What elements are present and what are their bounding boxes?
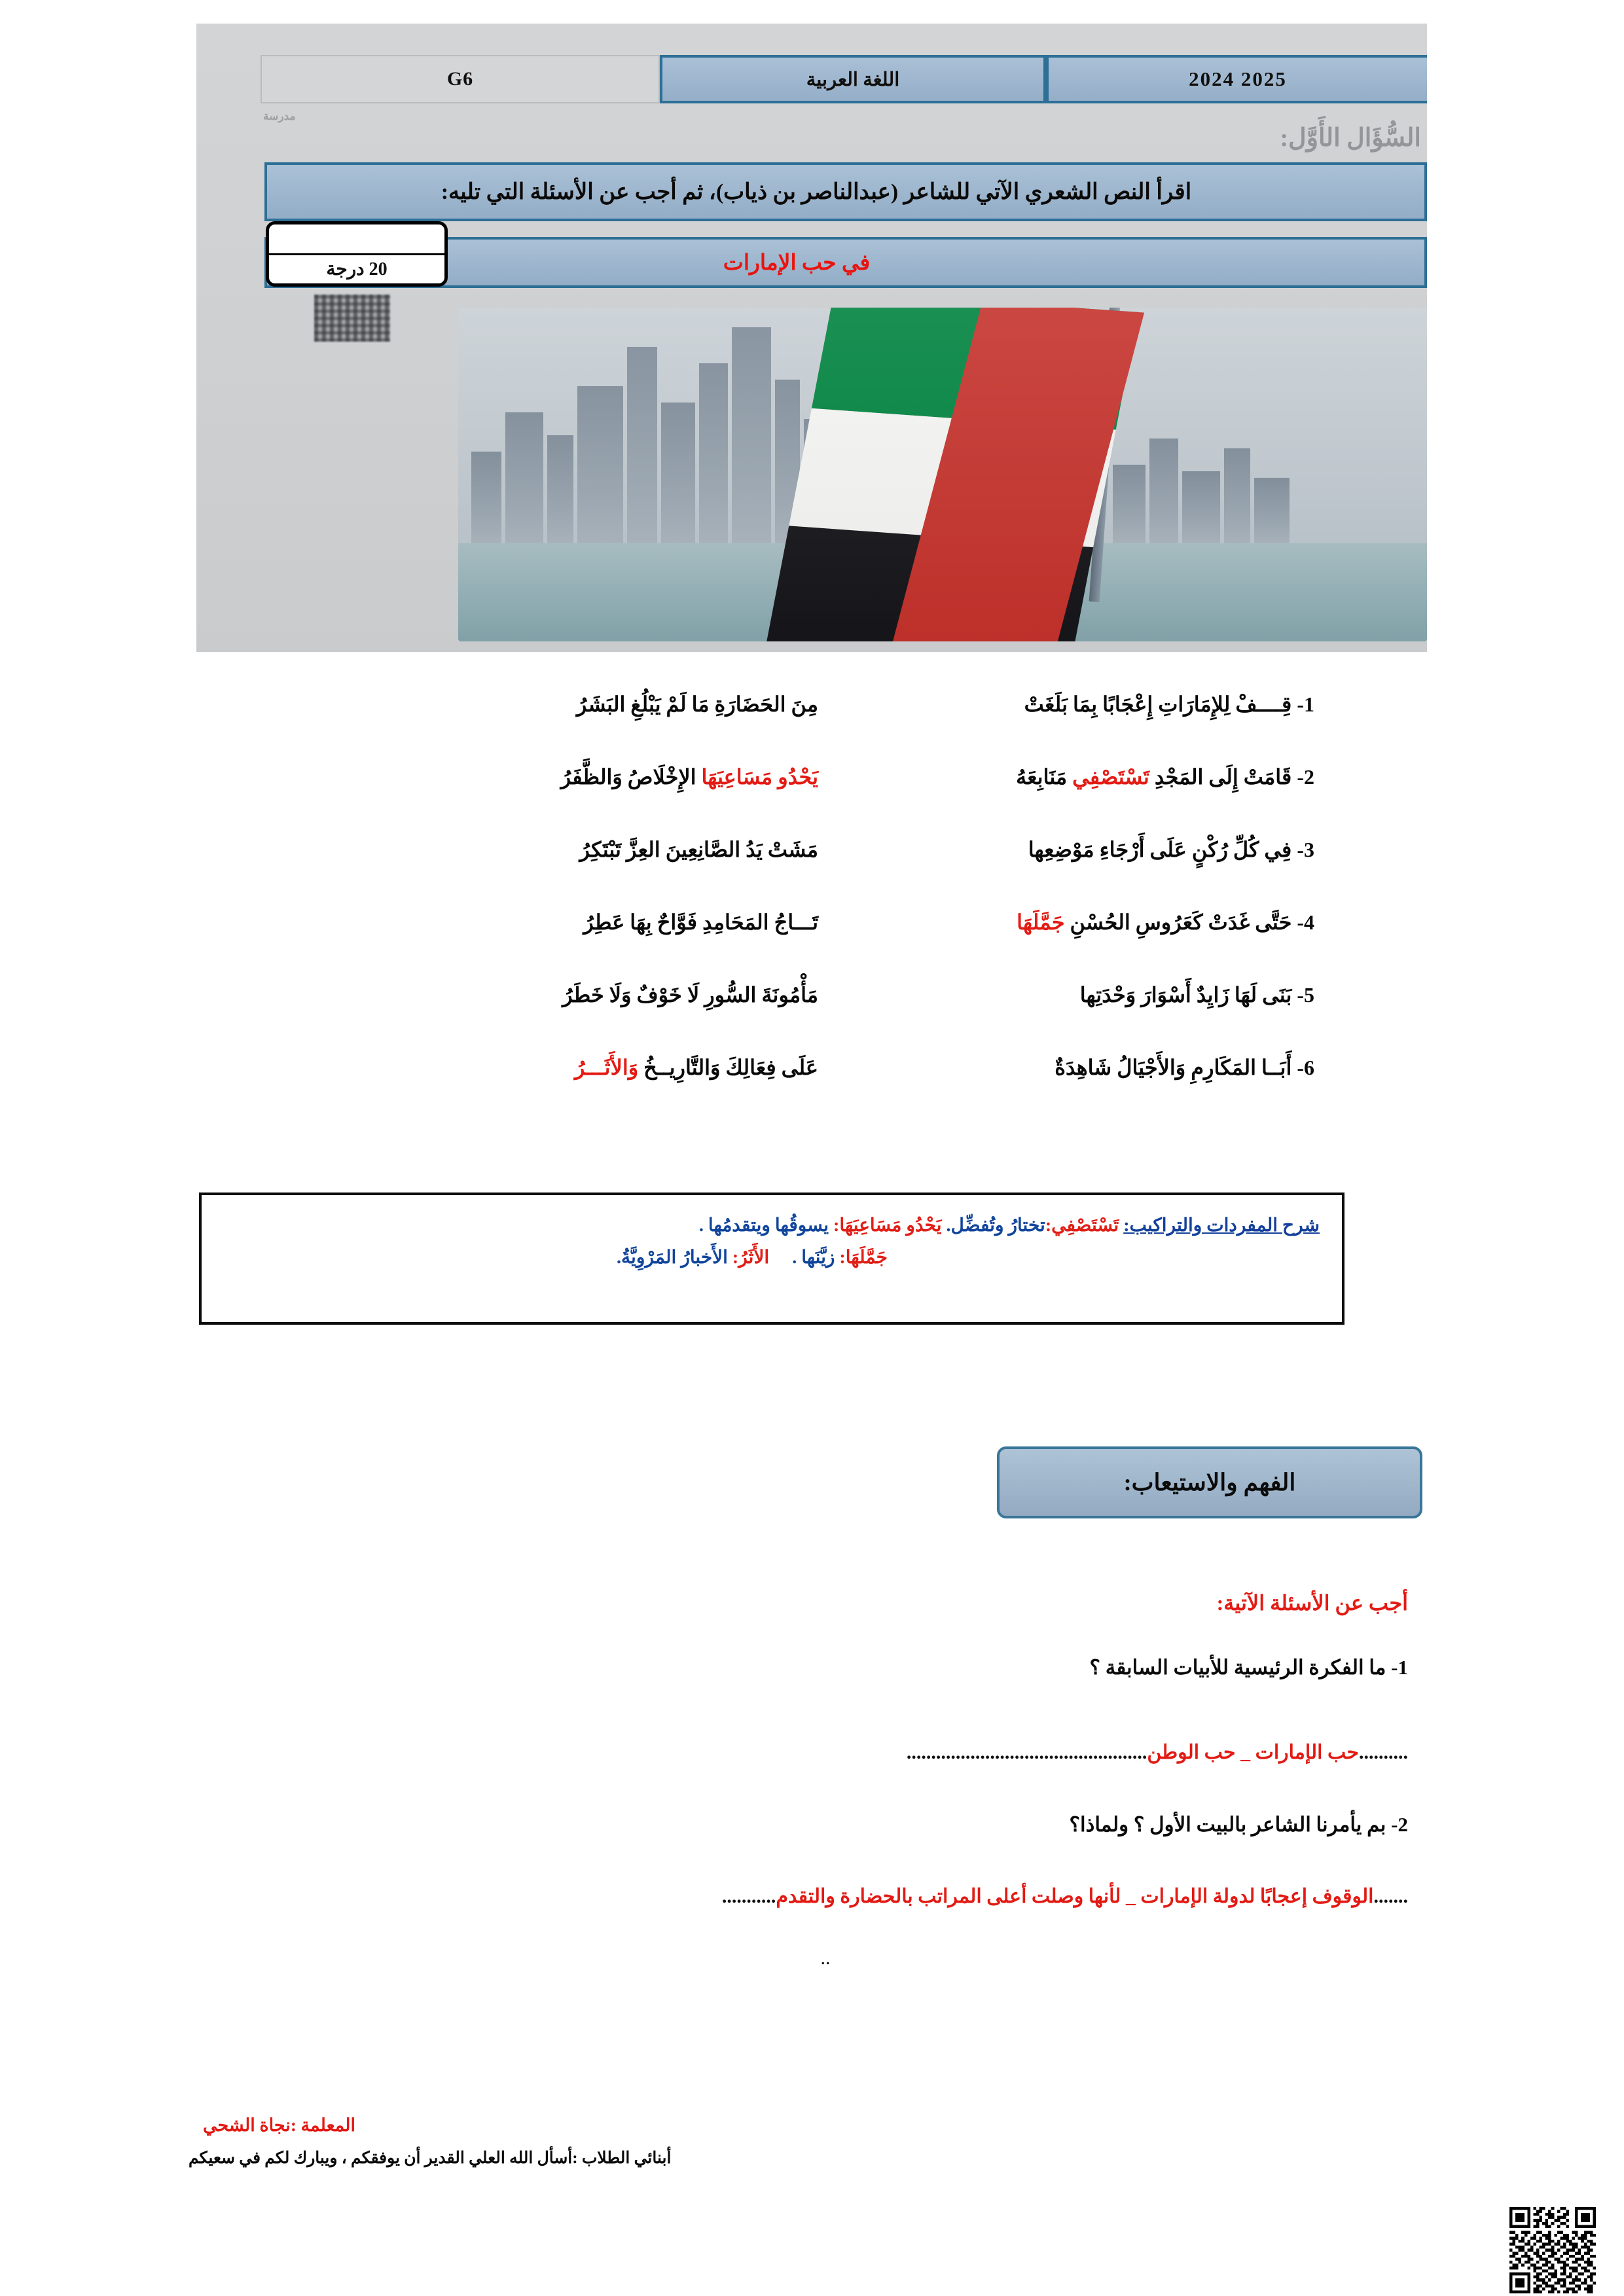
photo-building: [471, 452, 501, 543]
photo-building: [699, 363, 728, 543]
verse-text: الإِخْلَاصُ وَالظَّفَرُ: [560, 764, 702, 789]
photo-building: [1182, 471, 1220, 543]
verse-hemistich-right: [823, 692, 1329, 717]
verse-number: 5-: [1297, 982, 1314, 1007]
poem-verse: [327, 813, 1329, 886]
question-1: [243, 1656, 1408, 1679]
answer-2-continuation: ..: [820, 1947, 831, 1969]
answer-questions-prompt: أجب عن الأسئلة الآتية:: [1216, 1591, 1408, 1615]
verse-hemistich-left: مَشَتْ يَدُ الصَّانِعِينَ العِزَّ تَبْتَكِرُ: [579, 837, 818, 861]
vocabulary-heading: شرح المفردات والتراكيب:: [1123, 1215, 1320, 1236]
verse-hemistich-right: [823, 1055, 1329, 1080]
vocabulary-term: الأَثَرُ:: [732, 1247, 770, 1268]
school-tag: مدرسة: [263, 110, 296, 122]
verse-highlight: جَمَّلَهَا: [1017, 910, 1065, 934]
verse-hemistich-right: [823, 982, 1329, 1007]
verse-number: 3-: [1297, 837, 1314, 861]
answer-leading-dots: ..........: [1359, 1742, 1408, 1763]
poem-verse: [327, 740, 1329, 813]
verse-text: بَنَى لَهَا زَايِدٌ أَسْوَارَ وَحْدَتِها: [1079, 982, 1292, 1007]
mark-box: [266, 221, 448, 287]
answer-text: حب الإمارات _ حب الوطن: [1147, 1742, 1359, 1763]
header-cell-year: 2025 2024: [1046, 55, 1427, 103]
mark-box-value: 20 درجة: [326, 259, 388, 280]
verse-highlight: وَالأَثَـــرُ: [574, 1055, 639, 1079]
poem-verse: [327, 886, 1329, 958]
photo-building: [547, 435, 573, 543]
vocabulary-definition: زيَّنَها .: [792, 1247, 835, 1268]
verse-text: حَتَّى غَدَتْ كَعَرُوسِ الحُسْنِ: [1064, 910, 1292, 934]
verse-text: قِــــفْ لِلإِمَارَاتِ إِعْجَابًا بِمَا بَلَغَتْ: [1024, 692, 1292, 716]
verse-text: فِي كُلِّ رُكْنٍ عَلَى أَرْجَاءِ مَوْضِعِها: [1028, 837, 1292, 861]
answer-trailing-dots: .................................................: [906, 1742, 1147, 1763]
answer-leading-dots: .......: [1373, 1886, 1408, 1907]
verse-number: 2-: [1297, 764, 1314, 789]
verse-number: 6-: [1297, 1055, 1314, 1079]
verse-hemistich-left: [327, 764, 823, 789]
uae-flag-photo: [458, 308, 1427, 641]
photo-building: [505, 412, 543, 543]
vocabulary-definition: يسوقُها ويتقدمُها .: [698, 1215, 829, 1236]
verse-hemistich-left: تَـــاجُ المَحَامِدِ فَوَّاحٌ بِهَا عَطِرُ: [583, 910, 818, 934]
answer-text: الوقوف إعجابًا لدولة الإمارات _ لأنها وصلت أعلى المراتب بالحضارة والتقدم: [776, 1886, 1374, 1907]
photo-building: [732, 327, 771, 543]
verse-hemistich-left: [327, 1055, 823, 1080]
verse-text: مَنَابِعَهُ: [1016, 764, 1073, 789]
question-2: [243, 1813, 1408, 1837]
instruction-banner: اقرأ النص الشعري الآتي للشاعر (عبدالناصر بن ذياب)، ثم أجب عن الأسئلة التي تليه:: [264, 162, 1427, 221]
verse-hemistich-left: مِنَ الحَضَارَةِ مَا لَمْ يَبْلُغِ البَشَرُ: [576, 692, 818, 716]
qr-code-icon-footer: [1509, 2207, 1596, 2293]
photo-building: [627, 347, 657, 543]
vocabulary-definition: الأَخبارُ المَرْوِيَّةُ.: [617, 1247, 728, 1268]
comprehension-section-header: الفهم والاستيعاب:: [997, 1446, 1422, 1518]
question-number: 2-: [1391, 1813, 1408, 1836]
photo-building: [577, 386, 623, 543]
photo-building: [1149, 439, 1178, 543]
header-cell-grade: G6: [261, 55, 660, 103]
verse-highlight: تَسْتَصْفِي: [1072, 764, 1149, 789]
question-number: 1-: [1391, 1656, 1408, 1679]
verse-hemistich-right: [823, 764, 1329, 789]
qr-code-icon-header: [314, 295, 390, 342]
verse-text: قَامَتْ إِلَى المَجْدِ: [1149, 764, 1292, 789]
verse-hemistich-right: [823, 837, 1329, 862]
vocabulary-box: [199, 1193, 1344, 1325]
vocabulary-term: يَحْدُو مَسَاعِيَهَا:: [833, 1215, 942, 1236]
verse-number: 4-: [1297, 910, 1314, 934]
uae-flag-icon: [767, 308, 1139, 641]
photo-building: [1224, 448, 1250, 543]
question-text: ما الفكرة الرئيسية للأبيات السابقة ؟: [1089, 1656, 1386, 1679]
footer-teacher-name: المعلمة :نجاة الشحي: [203, 2115, 355, 2135]
photo-building: [1254, 478, 1290, 543]
poem-verse: [327, 1031, 1329, 1103]
mark-box-empty-half: [269, 224, 444, 255]
poem-body: [327, 668, 1329, 1103]
verse-hemistich-left: مَأْمُونَةَ السُّورِ لَا خَوْفٌ وَلَا خَطَرُ: [562, 982, 818, 1007]
poem-title-banner: في حب الإمارات: [264, 237, 1427, 288]
question-one-heading-faded: السُّؤَال الأَوَّل:: [1280, 124, 1421, 152]
header-table: [261, 55, 1427, 103]
answer-2[interactable]: [243, 1885, 1408, 1908]
vocabulary-term: تَسْتَصْفِي:: [1045, 1215, 1119, 1236]
verse-number: 1-: [1297, 692, 1314, 716]
footer-message: أبنائي الطلاب :أسأل الله العلي القدير أن يوفقكم ، ويبارك لكم في سعيكم: [189, 2149, 672, 2167]
answer-1[interactable]: [243, 1741, 1408, 1764]
photo-building: [661, 403, 695, 543]
verse-text: أَبَــا المَكَارِمِ وَالأَجْيَالُ شَاهِدَةٌ: [1055, 1055, 1292, 1079]
photo-building: [1113, 465, 1146, 543]
verse-text: عَلَى فِعَالِكَ وَالتَّارِيــخُ: [638, 1055, 818, 1079]
vocabulary-line-two: [224, 1242, 1320, 1274]
verse-hemistich-right: [823, 910, 1329, 935]
vocabulary-definition: تختارُ وتُفضِّل.: [946, 1215, 1045, 1236]
header-cell-subject: اللغة العربية: [660, 55, 1046, 103]
poem-verse: [327, 668, 1329, 740]
vocabulary-term: جَمَّلَهَا:: [839, 1247, 888, 1268]
verse-highlight: يَحْدُو مَسَاعِيَهَا: [701, 764, 818, 789]
poem-verse: [327, 958, 1329, 1031]
vocabulary-line-one: [224, 1210, 1320, 1242]
answer-trailing-dots: ...........: [721, 1886, 776, 1907]
question-text: بم يأمرنا الشاعر بالبيت الأول ؟ ولماذا؟: [1069, 1813, 1386, 1836]
